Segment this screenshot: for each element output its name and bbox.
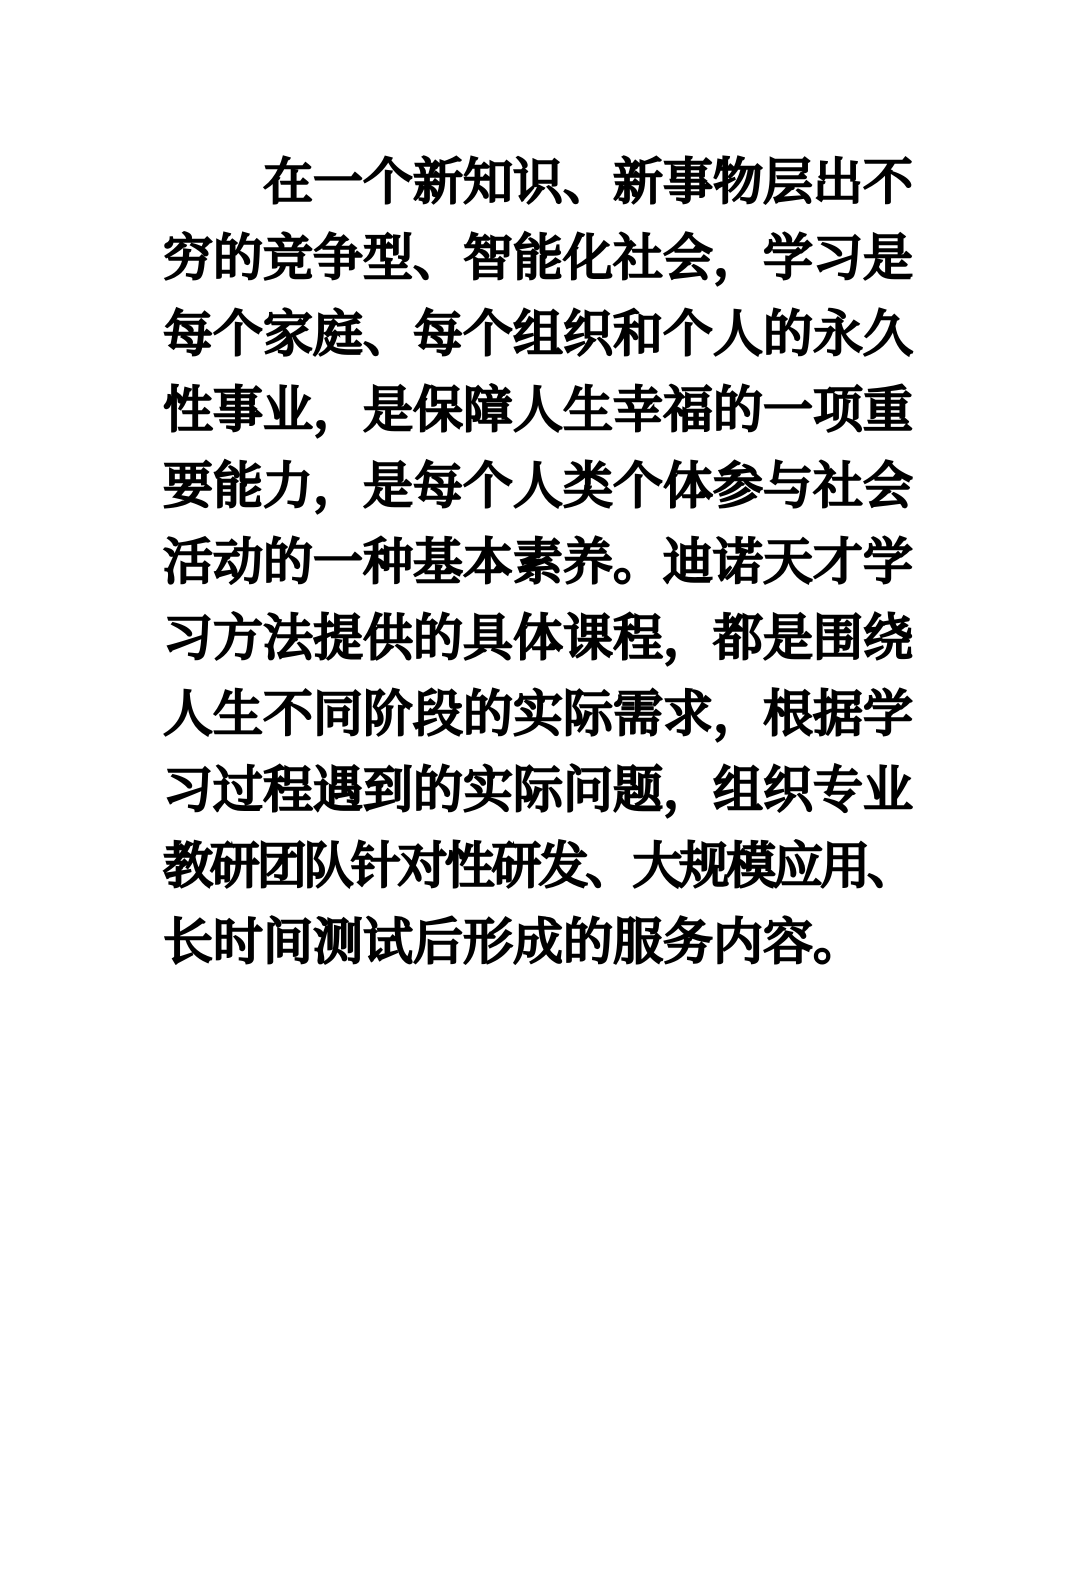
text-line: 习过程遇到的实际问题，组织专业 [163,762,913,818]
text-line: 人生不同阶段的实际需求，根据学 [163,686,913,742]
text-line: 性事业，是保障人生幸福的一项重 [163,382,913,438]
text-line: 穷的竞争型、智能化社会，学习是 [163,230,913,286]
text-line: 教研团队针对性研发、大规模应用、 [163,838,913,894]
text-line: 长时间测试后形成的服务内容。 [163,914,863,970]
body-paragraph [163,144,913,980]
text-line: 要能力，是每个人类个体参与社会 [163,458,913,514]
text-line: 活动的一种基本素养。迪诺天才学 [163,534,913,590]
text-line: 习方法提供的具体课程，都是围绕 [163,610,913,666]
text-line: 每个家庭、每个组织和个人的永久 [163,306,913,362]
text-line: 在一个新知识、新事物层出不 [263,154,913,210]
